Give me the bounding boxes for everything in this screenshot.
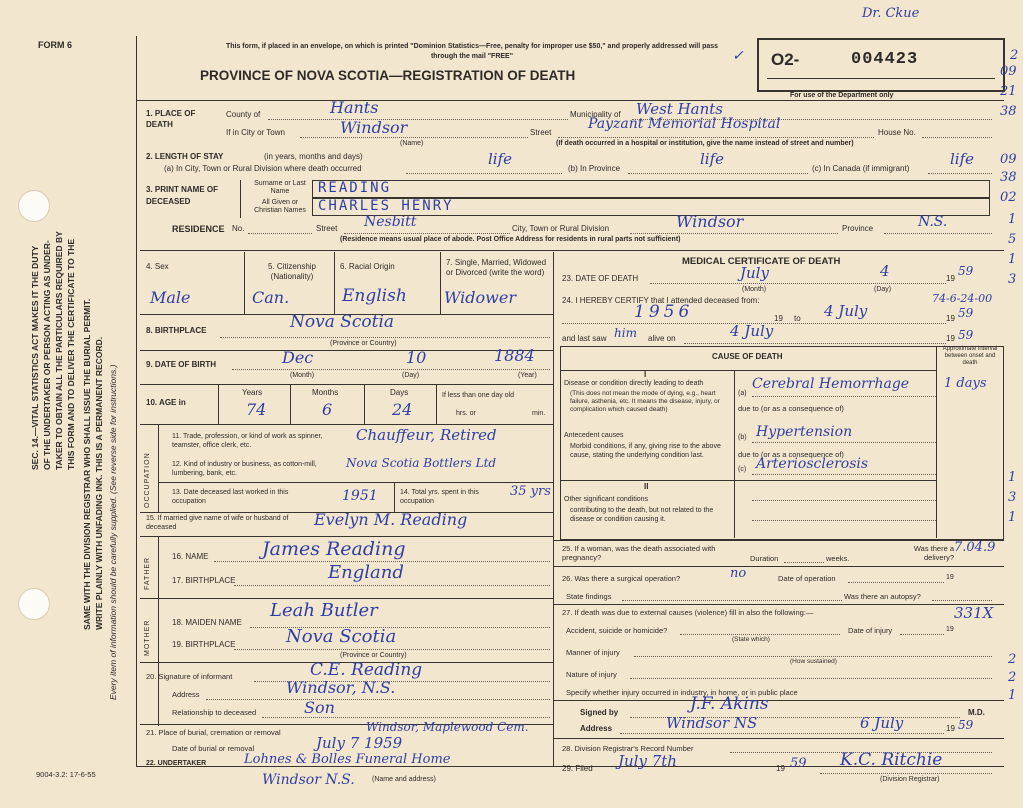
county-value: Hants bbox=[330, 98, 379, 117]
side-line: SEC. 14.—VITAL STATISTICS ACT MAKES IT THE DUTY bbox=[30, 245, 40, 470]
margin-code: 2 bbox=[1010, 48, 1019, 63]
burial-date-label: Date of burial or removal bbox=[172, 744, 255, 753]
stay-a-value: life bbox=[488, 150, 513, 168]
dob-day-caption: (Day) bbox=[402, 372, 420, 379]
cause-a-letter: (a) bbox=[738, 390, 747, 397]
father-birthplace-value: England bbox=[328, 562, 404, 583]
residence-street-label: Street bbox=[316, 224, 338, 233]
direct-cause-note: (This does not mean the mode of dying, e.g., heart failure, asthenia, etc. It means the disease, injury, or complication which caused death) bbox=[570, 390, 720, 413]
duration-label: Duration bbox=[750, 554, 779, 563]
given-names-label: All Given or Christian Names bbox=[254, 199, 306, 214]
margin-code: 38 bbox=[1000, 104, 1017, 119]
informant-sig-label: 20. Signature of informant bbox=[146, 672, 233, 681]
sex-label: 4. Sex bbox=[146, 262, 169, 271]
margin-code: 09 bbox=[1000, 64, 1017, 79]
cause-b-letter: (b) bbox=[738, 434, 747, 441]
last-saw-label: and last saw bbox=[562, 334, 607, 343]
last-saw-year-prefix: 19 bbox=[946, 334, 955, 343]
margin-code: 1 bbox=[1008, 510, 1017, 525]
informant-address-value: Windsor, N.S. bbox=[286, 678, 396, 697]
registration-prefix: O2- bbox=[771, 50, 800, 69]
attended-from-year: 1956 bbox=[634, 302, 694, 322]
medical-certificate-title: MEDICAL CERTIFICATE OF DEATH bbox=[682, 256, 841, 267]
citizenship-value: Can. bbox=[252, 288, 290, 307]
municipality-value: West Hants bbox=[636, 100, 723, 118]
birthplace-label: 8. BIRTHPLACE bbox=[146, 326, 207, 335]
burial-date-value: July 7 1959 bbox=[316, 734, 403, 752]
dob-month: Dec bbox=[282, 348, 314, 367]
residence-province-label: Province bbox=[842, 224, 874, 233]
death-year-prefix: 19 bbox=[946, 274, 955, 283]
name-caption: (Name) bbox=[400, 140, 424, 147]
nature-label: Nature of injury bbox=[566, 670, 617, 679]
street-value: Payzant Memorial Hospital bbox=[588, 116, 781, 132]
age-months-value: 6 bbox=[322, 400, 333, 419]
spouse-label: 15. If married give name of wife or husband of deceased bbox=[146, 515, 289, 531]
last-saw-year: 59 bbox=[958, 328, 974, 342]
burial-place-value: Windsor, Maplewood Cem. bbox=[366, 720, 529, 734]
margin-code: 5 bbox=[1008, 232, 1017, 247]
physician-address-label: Address bbox=[580, 724, 613, 733]
last-saw-value: 4 July bbox=[730, 322, 774, 340]
dob-month-caption: (Month) bbox=[290, 372, 315, 379]
place-of-death-label: 1. PLACE OF DEATH bbox=[146, 109, 196, 129]
department-use-note: For use of the Department only bbox=[790, 92, 894, 99]
checkmark: ✓ bbox=[732, 48, 744, 64]
side-line: WRITE PLAINLY WITH UNFADING INK. THIS IS A PERMANENT RECORD. bbox=[94, 336, 104, 630]
city-label: If in City or Town bbox=[226, 128, 285, 137]
undertaker-label: 22. UNDERTAKER bbox=[146, 760, 207, 767]
direct-cause-label: Disease or condition directly leading to death bbox=[564, 380, 704, 387]
death-day-caption: (Day) bbox=[874, 286, 892, 293]
father-name-label: 16. NAME bbox=[172, 552, 209, 561]
residence-province-value: N.S. bbox=[918, 214, 948, 230]
street-label: Street bbox=[530, 128, 552, 137]
filed-value: July 7th bbox=[618, 752, 677, 770]
surgical-value: no bbox=[730, 566, 747, 581]
last-saw-word: him bbox=[614, 326, 637, 340]
side-line: TAKER TO OBTAIN ALL THE PARTICULARS REQUIRED BY bbox=[54, 231, 64, 470]
death-month-caption: (Month) bbox=[742, 286, 767, 293]
industry-value: Nova Scotia Bottlers Ltd bbox=[346, 456, 497, 470]
burial-place-label: 21. Place of burial, cremation or removal bbox=[146, 728, 281, 737]
hrs-label: hrs. or bbox=[456, 410, 476, 417]
less-than-day-label: If less than one day old bbox=[442, 392, 514, 399]
years-spent-label: 14. Total yrs. spent in this occupation bbox=[400, 489, 479, 505]
years-spent-value: 35 yrs bbox=[510, 484, 551, 499]
margin-code: 02 bbox=[1000, 190, 1017, 205]
corner-note: Dr. Ckue bbox=[862, 6, 920, 21]
stay-b-label: (b) In Province bbox=[568, 164, 621, 173]
filed-label: 29. Filed bbox=[562, 764, 593, 773]
column-divider bbox=[553, 252, 554, 766]
last-worked-value: 1951 bbox=[342, 488, 378, 504]
form-number: FORM 6 bbox=[38, 40, 73, 50]
cause-part-ii: II bbox=[644, 482, 649, 491]
cause-a-value: Cerebral Hemorrhage bbox=[752, 376, 910, 392]
other-conditions-note: contributing to the death, but not related to the disease or condition causing it. bbox=[570, 507, 714, 523]
record-number-label: 28. Division Registrar's Record Number bbox=[562, 744, 694, 753]
cause-c-value: Arteriosclerosis bbox=[756, 456, 869, 472]
cause-of-death-title: CAUSE OF DEATH bbox=[712, 352, 783, 361]
header-rule bbox=[136, 100, 1004, 101]
attended-to-value: 4 July bbox=[824, 302, 868, 320]
certify-margin-note: 74-6-24-00 bbox=[932, 292, 993, 305]
age-years-label: Years bbox=[242, 388, 263, 397]
surname-label: Surname or Last Name bbox=[254, 180, 306, 195]
print-name-label: 3. PRINT NAME OF DECEASED bbox=[146, 185, 219, 206]
residence-label: RESIDENCE bbox=[172, 224, 225, 234]
state-which-caption: (State which) bbox=[732, 636, 770, 643]
father-name-value: James Reading bbox=[262, 538, 406, 560]
trade-label: 11. Trade, profession, or kind of work as spinner, teamster, office clerk, etc. bbox=[172, 433, 323, 449]
cause-part-i: I bbox=[644, 370, 647, 379]
registrar-signature: K.C. Ritchie bbox=[840, 750, 943, 770]
residence-note: (Residence means usual place of abode. Post Office Address for residents in rural parts not sufficient) bbox=[340, 236, 681, 243]
death-month-value: July bbox=[740, 264, 769, 282]
margin-code: 3 bbox=[1008, 490, 1017, 505]
attended-to-label: to bbox=[794, 314, 801, 323]
undertaker-value: Lohnes & Bolles Funeral Home bbox=[244, 752, 451, 767]
dob-year: 1884 bbox=[494, 346, 535, 365]
surname-value: READING bbox=[318, 180, 392, 196]
side-line: SAME WITH THE DIVISION REGISTRAR WHO SHALL ISSUE THE BURIAL PERMIT. bbox=[82, 298, 92, 630]
residence-division-value: Windsor bbox=[676, 212, 744, 231]
county-label: County of bbox=[226, 110, 261, 119]
manner-label: Manner of injury bbox=[566, 648, 620, 657]
delivery-note: 7.04.9 bbox=[954, 540, 996, 555]
occupation-section-label: OCCUPATION bbox=[144, 452, 151, 508]
trade-value: Chauffeur, Retired bbox=[356, 426, 497, 444]
antecedent-note: Morbid conditions, if any, giving rise to the above cause, stating the underlying condition last. bbox=[570, 443, 721, 459]
min-label: min. bbox=[532, 410, 546, 417]
form-title: PROVINCE OF NOVA SCOTIA—REGISTRATION OF DEATH bbox=[200, 68, 576, 83]
residence-no-label: No. bbox=[232, 224, 245, 233]
operation-year-prefix: 19 bbox=[946, 574, 954, 581]
external-causes-label: 27. If death was due to external causes (violence) fill in also the following:— bbox=[562, 608, 814, 617]
mother-birthplace-value: Nova Scotia bbox=[286, 626, 397, 647]
filed-year-prefix: 19 bbox=[776, 764, 785, 773]
margin-code: 09 bbox=[1000, 152, 1017, 167]
length-of-stay-label: 2. LENGTH OF STAY bbox=[146, 152, 224, 161]
mother-maiden-value: Leah Butler bbox=[270, 600, 378, 621]
stay-a-label: (a) In City, Town or Rural Division where death occurred bbox=[164, 164, 362, 173]
given-names-value: CHARLES HENRY bbox=[318, 198, 454, 214]
stay-c-value: life bbox=[950, 150, 975, 168]
length-caption: (in years, months and days) bbox=[264, 152, 363, 161]
age-label: 10. AGE in bbox=[146, 398, 186, 407]
relationship-value: Son bbox=[304, 698, 335, 717]
stay-b-value: life bbox=[700, 150, 725, 168]
margin-code: 38 bbox=[1000, 170, 1017, 185]
form-left-border bbox=[136, 36, 137, 766]
interval-label: Approximate interval between onset and death bbox=[942, 346, 998, 366]
side-line: THIS FORM AND TO DELIVER THE CERTIFICATE TO THE bbox=[66, 238, 76, 470]
stay-c-label: (c) In Canada (if immigrant) bbox=[812, 164, 910, 173]
other-conditions-label: Other significant conditions bbox=[564, 496, 649, 503]
margin-code: 1 bbox=[1008, 252, 1017, 267]
city-value: Windsor bbox=[340, 118, 408, 137]
registrar-caption: (Division Registrar) bbox=[880, 776, 940, 783]
autopsy-label: Was there an autopsy? bbox=[844, 592, 921, 601]
relationship-label: Relationship to deceased bbox=[172, 708, 257, 717]
findings-label: State findings bbox=[566, 592, 612, 601]
last-worked-label: 13. Date deceased last worked in this occupation bbox=[172, 489, 289, 505]
sex-value: Male bbox=[150, 288, 191, 307]
physician-address-value: Windsor NS bbox=[666, 714, 758, 732]
external-causes-note: 331X bbox=[954, 604, 994, 622]
citizenship-label: 5. Citizenship (Nationality) bbox=[267, 262, 317, 281]
injury-year-prefix: 19 bbox=[946, 626, 954, 633]
surgical-label: 26. Was there a surgical operation? bbox=[562, 574, 681, 583]
hospital-note: (If death occurred in a hospital or institution, give the name instead of street and number) bbox=[556, 140, 854, 147]
cause-b-value: Hypertension bbox=[756, 424, 853, 440]
death-year-value: 59 bbox=[958, 264, 974, 278]
mother-birthplace-caption: (Province or Country) bbox=[340, 652, 407, 659]
margin-code: 2 bbox=[1008, 652, 1017, 667]
cause-c-letter: (c) bbox=[738, 466, 747, 473]
undertaker-caption: (Name and address) bbox=[372, 776, 436, 783]
registration-number: 004423 bbox=[851, 50, 919, 69]
injury-date-label: Date of injury bbox=[848, 626, 893, 635]
age-days-value: 24 bbox=[392, 400, 413, 419]
birthplace-caption: (Province or Country) bbox=[330, 340, 397, 347]
certify-label: 24. I HEREBY CERTIFY that I attended deceased from: bbox=[562, 296, 760, 305]
attended-to-year-prefix: 19 bbox=[946, 314, 955, 323]
spouse-value: Evelyn M. Reading bbox=[314, 510, 468, 529]
margin-code: 1 bbox=[1008, 212, 1017, 227]
mail-notice: This form, if placed in an envelope, on which is printed "Dominion Statistics—Free, penalty for improper use $50," and properly addressed will pass through the mail "FREE" bbox=[225, 43, 719, 60]
accident-label: Accident, suicide or homicide? bbox=[566, 626, 668, 635]
dob-day: 10 bbox=[406, 348, 427, 367]
binder-hole-top bbox=[18, 190, 50, 222]
operation-date-label: Date of operation bbox=[778, 574, 836, 583]
physician-address-date: 6 July bbox=[860, 714, 904, 732]
marital-value: Widower bbox=[444, 288, 516, 307]
informant-sig-value: C.E. Reading bbox=[310, 660, 423, 680]
attended-to-year: 59 bbox=[958, 306, 974, 320]
registration-number-box bbox=[757, 38, 1005, 92]
side-line: OF THE UNDERTAKER OR PERSON ACTING AS UNDER- bbox=[42, 240, 52, 470]
signed-by-value: J.F. Akins bbox=[690, 694, 769, 714]
date-of-death-label: 23. DATE OF DEATH bbox=[562, 274, 639, 283]
mother-birthplace-label: 19. BIRTHPLACE bbox=[172, 640, 236, 649]
age-days-label: Days bbox=[390, 388, 409, 397]
mother-maiden-label: 18. MAIDEN NAME bbox=[172, 618, 242, 627]
surname-box bbox=[312, 180, 990, 198]
marital-label: 7. Single, Married, Widowed or Divorced (write the word) bbox=[446, 258, 547, 277]
binder-hole-bottom bbox=[18, 588, 50, 620]
dob-year-caption: (Year) bbox=[518, 372, 537, 379]
house-label: House No. bbox=[878, 128, 916, 137]
margin-code: 21 bbox=[1000, 84, 1017, 99]
margin-code: 1 bbox=[1008, 688, 1017, 703]
due-to-label-b: due to (or as a consequence of) bbox=[738, 450, 844, 459]
residence-division-label: City, Town or Rural Division bbox=[512, 224, 610, 233]
signed-by-label: Signed by bbox=[580, 708, 619, 717]
death-day-value: 4 bbox=[880, 262, 890, 280]
dob-label: 9. DATE OF BIRTH bbox=[146, 360, 217, 369]
racial-value: English bbox=[342, 286, 407, 306]
attended-year-prefix: 19 bbox=[774, 314, 783, 323]
weeks-label: weeks. bbox=[826, 554, 850, 563]
interval-a-value: 1 days bbox=[944, 376, 987, 391]
side-line: Every item of information should be carefully supplied. (See reverse side for instructions.) bbox=[108, 364, 118, 700]
margin-code: 3 bbox=[1008, 272, 1017, 287]
racial-label: 6. Racial Origin bbox=[340, 262, 395, 271]
margin-code: 1 bbox=[1008, 470, 1017, 485]
pregnancy-label: 25. If a woman, was the death associated with pregnancy? bbox=[562, 544, 716, 562]
alive-on-label: alive on bbox=[648, 334, 676, 343]
how-sustained-caption: (How sustained) bbox=[790, 658, 837, 665]
birthplace-value: Nova Scotia bbox=[290, 312, 395, 332]
age-months-label: Months bbox=[312, 388, 339, 397]
father-section-label: FATHER bbox=[144, 556, 151, 590]
md-label: M.D. bbox=[968, 708, 985, 717]
mother-section-label: MOTHER bbox=[144, 619, 151, 656]
physician-year-prefix: 19 bbox=[946, 724, 955, 733]
physician-year: 59 bbox=[958, 718, 974, 732]
filed-year: 59 bbox=[790, 756, 807, 771]
undertaker-address-value: Windsor N.S. bbox=[262, 772, 355, 788]
father-birthplace-label: 17. BIRTHPLACE bbox=[172, 576, 236, 585]
residence-street-value: Nesbitt bbox=[364, 214, 417, 230]
informant-address-label: Address bbox=[172, 690, 200, 699]
antecedent-label: Antecedent causes bbox=[564, 432, 624, 439]
due-to-label-a: due to (or as a consequence of) bbox=[738, 404, 844, 413]
print-code: 9004-3.2: 17-6-55 bbox=[36, 770, 96, 779]
age-years-value: 74 bbox=[246, 400, 267, 419]
margin-code: 2 bbox=[1008, 670, 1017, 685]
municipality-label: Municipality of bbox=[570, 110, 621, 119]
industry-label: 12. Kind of industry or business, as cotton-mill, lumbering, bank, etc. bbox=[172, 461, 317, 477]
specify-label: Specify whether injury occurred in industry, in home, or in public place bbox=[566, 688, 798, 697]
delivery-label: Was there a delivery? bbox=[913, 544, 954, 562]
